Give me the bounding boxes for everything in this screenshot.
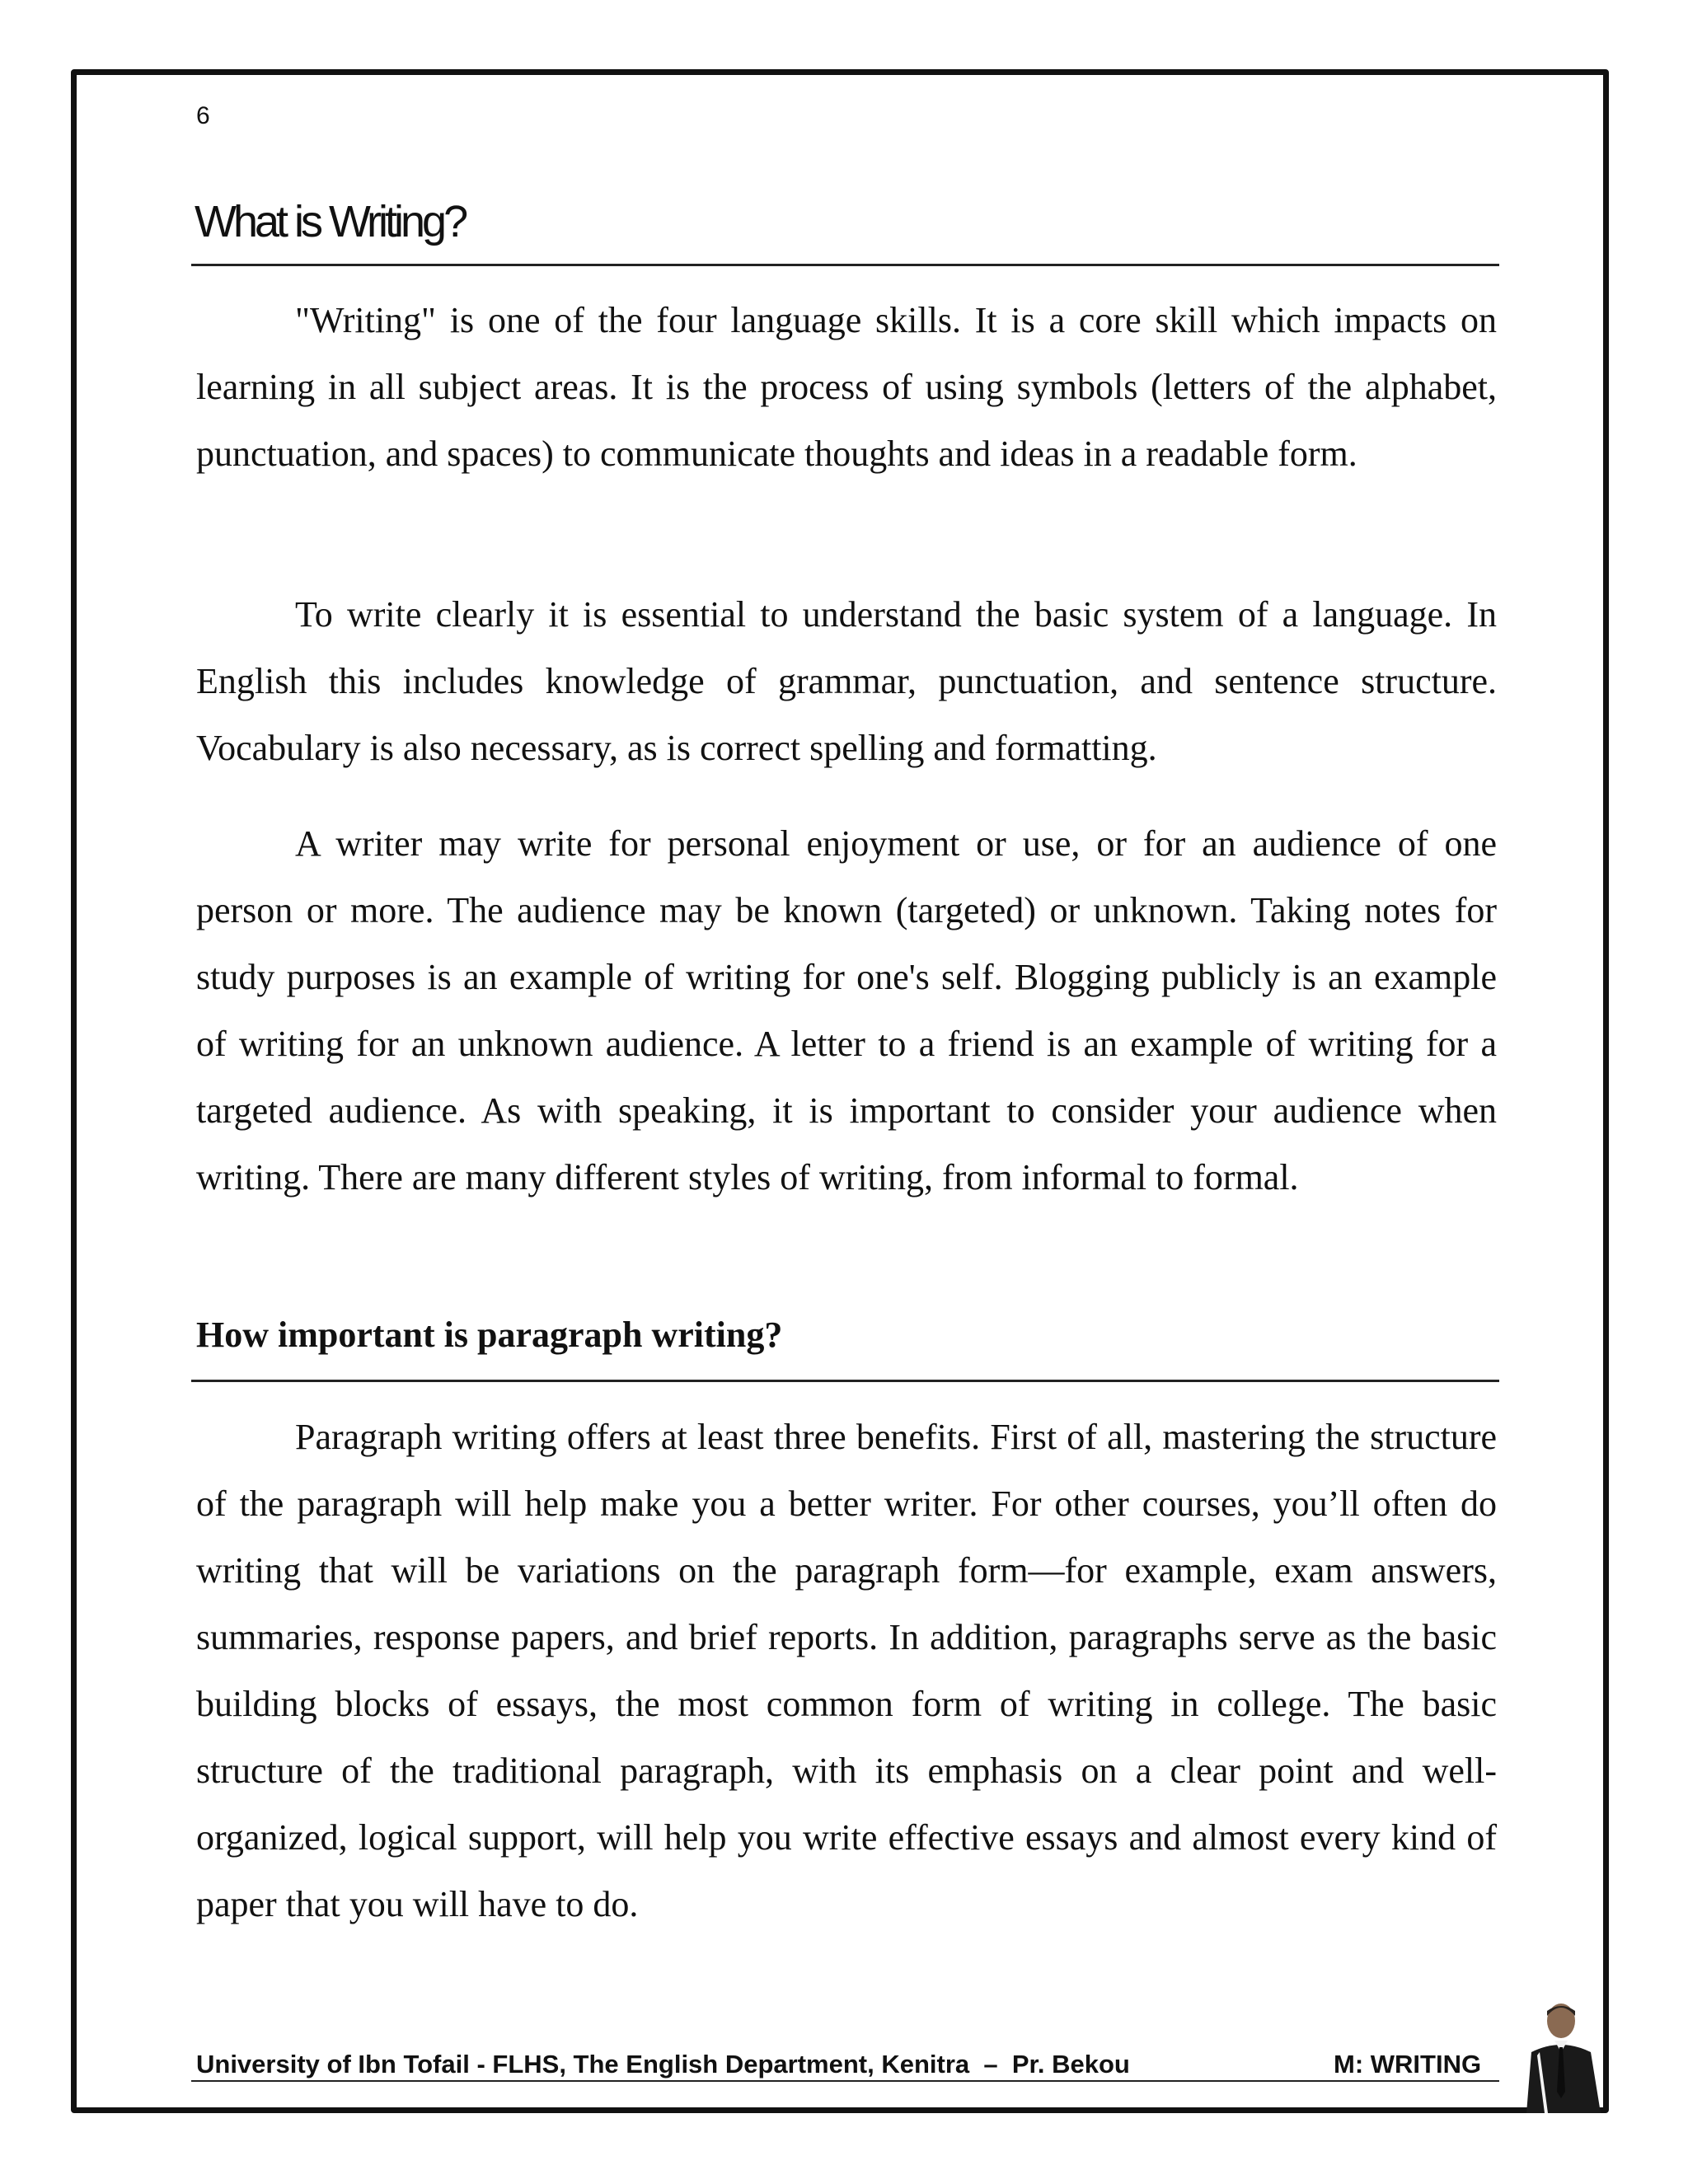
section-paragraph: Paragraph writing offers at least three benefits. First of all, mastering the structure of the paragraph will help make you a better writer. For other courses, you’ll often do writing that will be variations on the paragraph form—for example, exam answers, summaries, response papers, and brief reports. In addition, paragraphs serve as the basic building blocks of essays, the most common form of writing in college. The basic structure of the traditional paragraph, with its emphasis on a clear point and well-organized, logical support, will help you write effective essays and almost every kind of paper that you will have to do.: [196, 1417, 1497, 1924]
title-underline: [191, 264, 1499, 266]
paragraph-3: A writer may write for personal enjoyment or use, or for an audience of one person or more. The audience may be known (targeted) or unknown. Taking notes for study purposes is an example of writing for one's self. Blogging publicly is an example of writing for an unknown audience. A letter to a friend is an example of writing for a targeted audience. As with speaking, it is important to consider your audience when writing. There are many different styles of writing, from informal to formal.: [196, 823, 1497, 1197]
paragraph-1: "Writing" is one of the four language skills. It is a core skill which impacts on learning in all subject areas. It is the process of using symbols (letters of the alphabet, punctuation, and spaces) to communicate thoughts and ideas in a readable form.: [196, 300, 1497, 474]
section-underline: [191, 1380, 1499, 1382]
page-number: 6: [196, 102, 210, 129]
page-title: What is Writing?: [195, 197, 466, 246]
author-portrait-icon: [1515, 2001, 1611, 2113]
paragraph-2: To write clearly it is essential to understand the basic system of a language. In English this includes knowledge of grammar, punctuation, and sentence structure. Vocabulary is also necessary, as is correct spelling and formatting.: [196, 594, 1497, 768]
footer-institution: University of Ibn Tofail - FLHS, The English Department, Kenitra – Pr. Bekou: [196, 2050, 1130, 2079]
footer-module: M: WRITING: [1334, 2050, 1482, 2079]
footer-rule: [191, 2080, 1499, 2082]
section-heading: How important is paragraph writing?: [196, 1315, 783, 1355]
